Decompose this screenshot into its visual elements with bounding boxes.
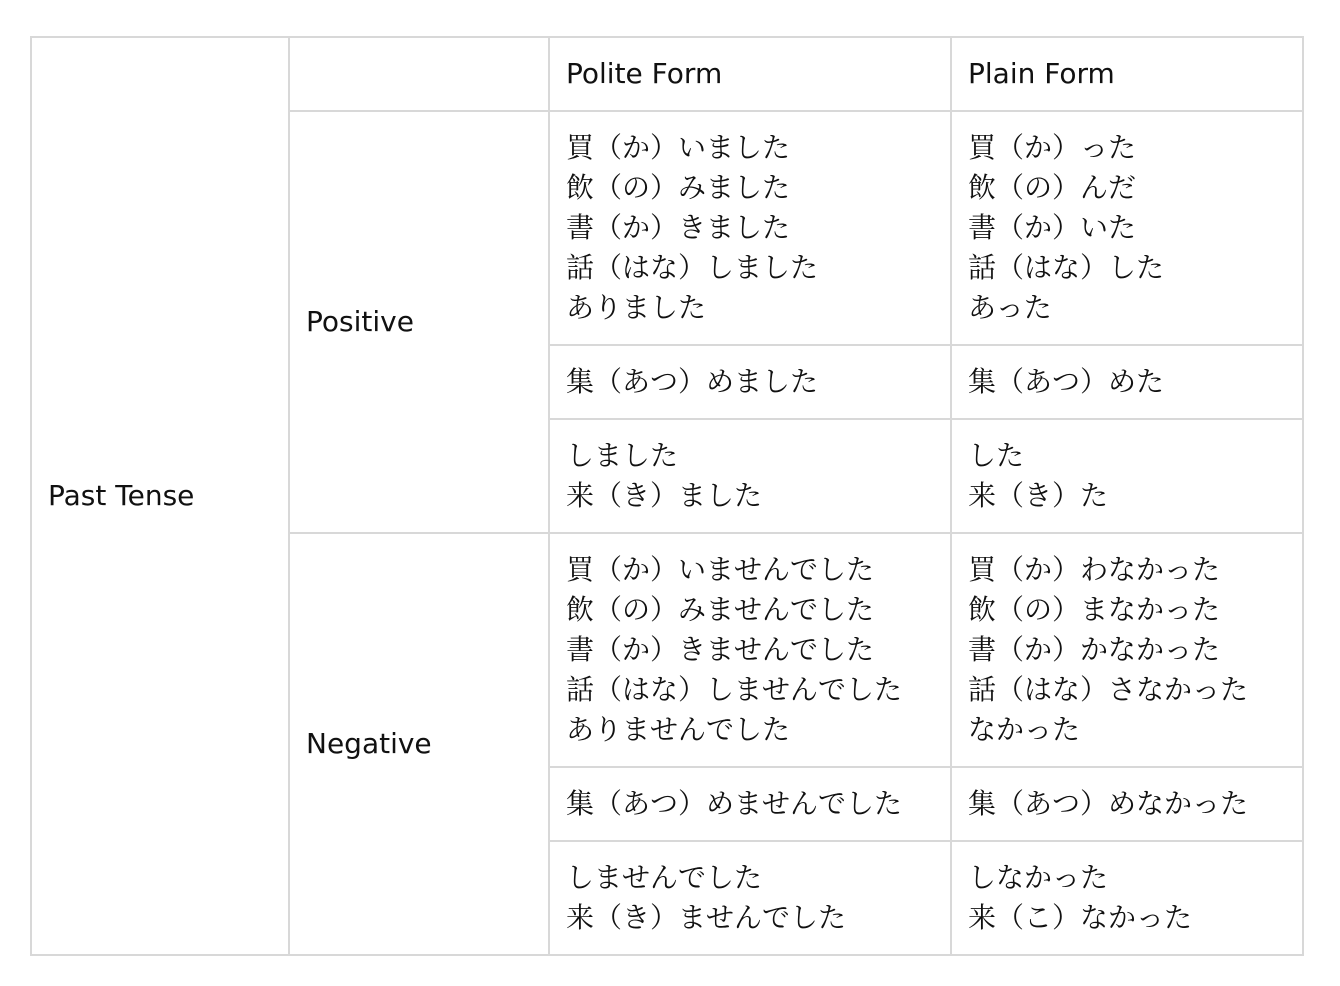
cell-line: 話（はな）しませんでした [566,673,903,706]
tense-label-cell: Past Tense [31,37,289,955]
cell-line: 話（はな）さなかった [968,673,1249,706]
cell-line: しました [566,439,679,472]
polite-cell [549,419,951,533]
cell-line: 書（か）いた [968,211,1137,244]
cell-line: ありませんでした [566,713,791,746]
conjugation-table [30,36,1304,956]
polite-cell [549,533,951,767]
header-blank-cell [289,37,549,111]
cell-line: 話（はな）しました [566,251,819,284]
polite-cell [549,345,951,419]
header-plain-cell: Plain Form [951,37,1303,111]
cell-line: しなかった [968,861,1109,894]
cell-line: 買（か）った [968,131,1137,164]
plain-cell [951,767,1303,841]
cell-line: 集（あつ）めました [566,365,819,398]
cell-line: 飲（の）みました [566,171,791,204]
positive-label-cell: Positive [289,111,549,533]
cell-line: 書（か）かなかった [968,633,1221,666]
plain-cell [951,419,1303,533]
plain-cell [951,111,1303,345]
cell-line: 来（こ）なかった [968,901,1193,934]
cell-line: あった [968,291,1052,324]
cell-line: 集（あつ）めなかった [968,787,1249,820]
header-polite-cell: Polite Form [549,37,951,111]
plain-cell [951,533,1303,767]
cell-line: ありました [566,291,707,324]
cell-line: 買（か）わなかった [968,553,1221,586]
cell-line: 飲（の）まなかった [968,593,1221,626]
polite-cell [549,111,951,345]
cell-line: 買（か）いました [566,131,791,164]
cell-line: した [968,439,1025,472]
cell-line: 集（あつ）めた [968,365,1165,398]
cell-line: 来（き）た [968,479,1109,512]
cell-line: 書（か）きました [566,211,791,244]
cell-line: 集（あつ）めませんでした [566,787,903,820]
negative-label-cell: Negative [289,533,549,955]
cell-line: 書（か）きませんでした [566,633,875,666]
cell-line: 来（き）ませんでした [566,901,847,934]
cell-line: 飲（の）んだ [968,171,1137,204]
cell-line: 買（か）いませんでした [566,553,875,586]
polite-cell [549,841,951,955]
cell-line: なかった [968,713,1081,746]
cell-line: 来（き）ました [566,479,763,512]
cell-line: 飲（の）みませんでした [566,593,875,626]
cell-line: しませんでした [566,861,763,894]
header-row [31,37,1303,111]
cell-line: 話（はな）した [968,251,1165,284]
polite-cell [549,767,951,841]
plain-cell [951,345,1303,419]
plain-cell [951,841,1303,955]
